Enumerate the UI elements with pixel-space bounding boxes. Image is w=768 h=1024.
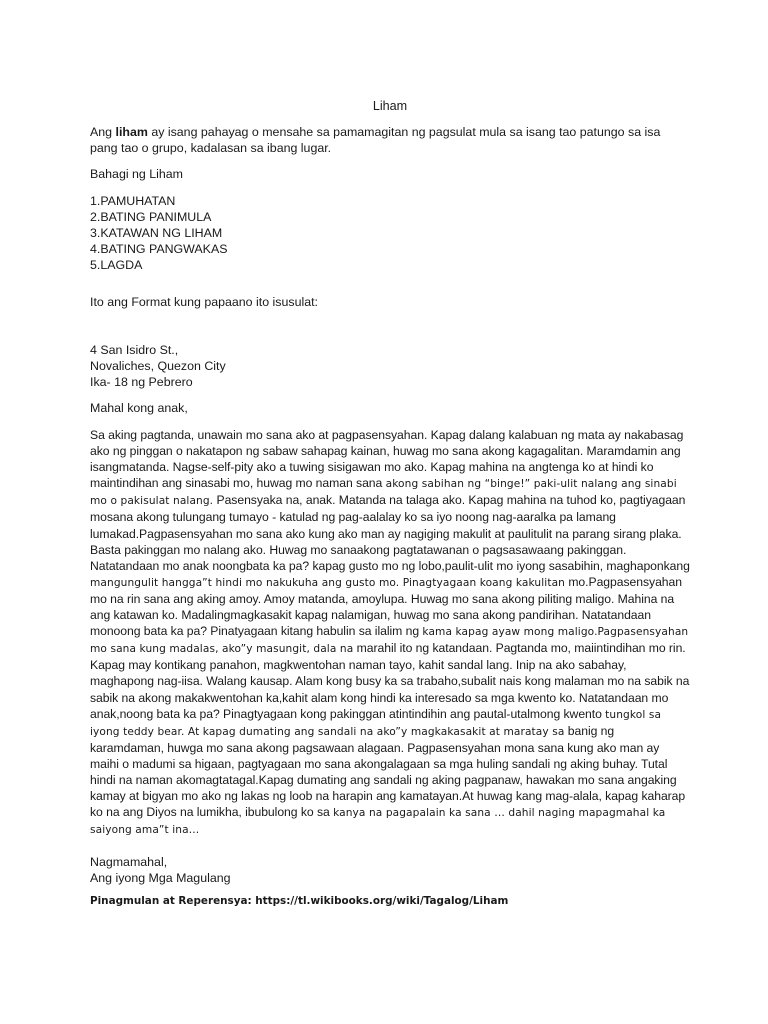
letter-closing xyxy=(90,854,690,886)
format-line: Ito ang Format kung papaano ito isusulat: xyxy=(90,295,318,309)
address-line: Novaliches, Quezon City xyxy=(90,359,226,373)
letter-body xyxy=(90,427,690,838)
body-segment: marahil ito ng katandaan. Pagtanda mo, maiintindihan mo rin. Kapag may kontikang panahon, magkwentohan naman tayo, kahit sandal lang. Inip na ako sabahay, maghapong nag-iisa. Walang kausap. Alam kong busy ka sa trabaho,subalit nais kong malaman mo na sabik na sabik na akong makakwentohan ka,kahit alam kong hindi ka interesado sa mga kwento ko. Natatandaan mo anak,noong bata ka pa? Pinagtyagaan kong pakinggan atintindihin ang pautal-utalmong kwento xyxy=(90,641,690,721)
letter-salutation: Mahal kong anak, xyxy=(90,401,188,415)
closing-line: Nagmamahal, xyxy=(90,855,168,870)
address-line: 4 San Isidro St., xyxy=(90,343,179,357)
body-segment: akong sabihan ng “binge!” paki-ulit nalang ang sinabi mo o pakisulat nalang. xyxy=(90,478,677,508)
source-reference: Pinagmulan at Reperensya: https://tl.wikibooks.org/wiki/Tagalog/Liham xyxy=(90,895,509,908)
body-segment: Sa aking pagtanda, unawain mo sana ako at pagpasensyahan. Kapag dalang kalabuan ng mata ay nakabasag ako ng pinggan o nakatapon ng sabaw sahapag kainan, huwag mo sana akong kagagalitan. Maramdamin ang isangmatanda. Nagse-self-pity ako a tuwing sisigawan mo ako. Kapag mahina na angtenga ko at hindi ko maintindihan ang sinasabi mo, huwag mo naman sana xyxy=(90,428,684,491)
document-page xyxy=(90,98,690,909)
closing-line: Ang iyong Mga Magulang xyxy=(90,871,231,886)
letter-heading-address xyxy=(90,342,690,390)
parts-item: 4.BATING PANGWAKAS xyxy=(90,242,228,256)
parts-item: 3.KATAWAN NG LIHAM xyxy=(90,226,223,240)
body-segment: kama kapag ayaw mong maligo.Pagpasensyahan mo sana kung madalas, ako”y masungit, dala na xyxy=(90,626,689,656)
intro-paragraph xyxy=(90,124,690,156)
body-segment: kanya na pagapalain ka sana … dahil naging mapagmahal ka saiyong ama”t ina… xyxy=(90,807,666,837)
body-segment: mangungulit hangga”t hindi mo nakukuha ang gusto mo. Pinagtyagaan koang kakulitan xyxy=(90,576,565,589)
parts-list xyxy=(90,193,690,273)
intro-prefix: Ang xyxy=(90,125,116,139)
parts-item: 2.BATING PANIMULA xyxy=(90,210,212,224)
intro-rest: ay isang pahayag o mensahe sa pamamagitan ng pagsulat mula sa isang tao patungo sa isa pang tao o grupo, kadalasan sa ibang lugar. xyxy=(90,125,661,155)
intro-term: liham xyxy=(115,125,148,139)
parts-item: 5.LAGDA xyxy=(90,258,143,272)
body-segment: banig ng karamdaman, huwga mo sana akong pagsawaan alagaan. Pagpasensyahan mona sana kung ako man ay maihi o madumi sa higaan, pagtyagaan mo sana akongalagaan sa mga huling sandali ng aking buhay. Tutal hindi na naman akomagtatagal.Kapag dumating ang sandali ng aking pagpanaw, hawakan mo sana angaking kamay at bigyan mo ako ng lakas ng loob na harapin ang kamatayan.At huwag kang mag-alala, kapag kaharap ko na ang Diyos na lumikha, ibubulong ko sa xyxy=(90,723,686,820)
document-title: Liham xyxy=(372,99,408,113)
parts-heading: Bahagi ng Liham xyxy=(90,167,183,181)
body-segment: Pasensyaka na, anak. Matanda na talaga ako. Kapag mahina na tuhod ko, pagtiyagaan mosana akong tulungang tumayo - katulad ng pag-aalalay ko sa iyo noong nag-aaralka pa lamang lumakad.Pagpasensyahan mo sana ako kung ako man ay nagiging makulit at paulitulit na parang sirang plaka. Basta pakinggan mo nalang ako. Huwag mo sanaakong pagtatawanan o pagsasawaang pakinggan. Natatandaan mo anak noongbata ka pa? kapag gusto mo ng lobo,paulit-ulit mo iyong sasabihin, maghaponkang xyxy=(90,493,690,573)
body-segment: mo.Pagpasensyahan mo na rin sana ang aking amoy. Amoy matanda, amoylupa. Huwag mo sana akong piliting maligo. Mahina na ang katawan ko. Madalingmagkasakit kapag nalamigan, huwag mo sana akong pandirihan. Natatandaan monoong bata ka pa? Pinatyagaan kitang habulin sa ilalim ng xyxy=(90,574,682,639)
address-line: Ika- 18 ng Pebrero xyxy=(90,375,193,389)
parts-item: 1.PAMUHATAN xyxy=(90,194,176,208)
body-segment: tungkol sa iyong teddy bear. At kapag dumating ang sandali na ako”y magkakasakit at maratay sa xyxy=(90,708,662,738)
